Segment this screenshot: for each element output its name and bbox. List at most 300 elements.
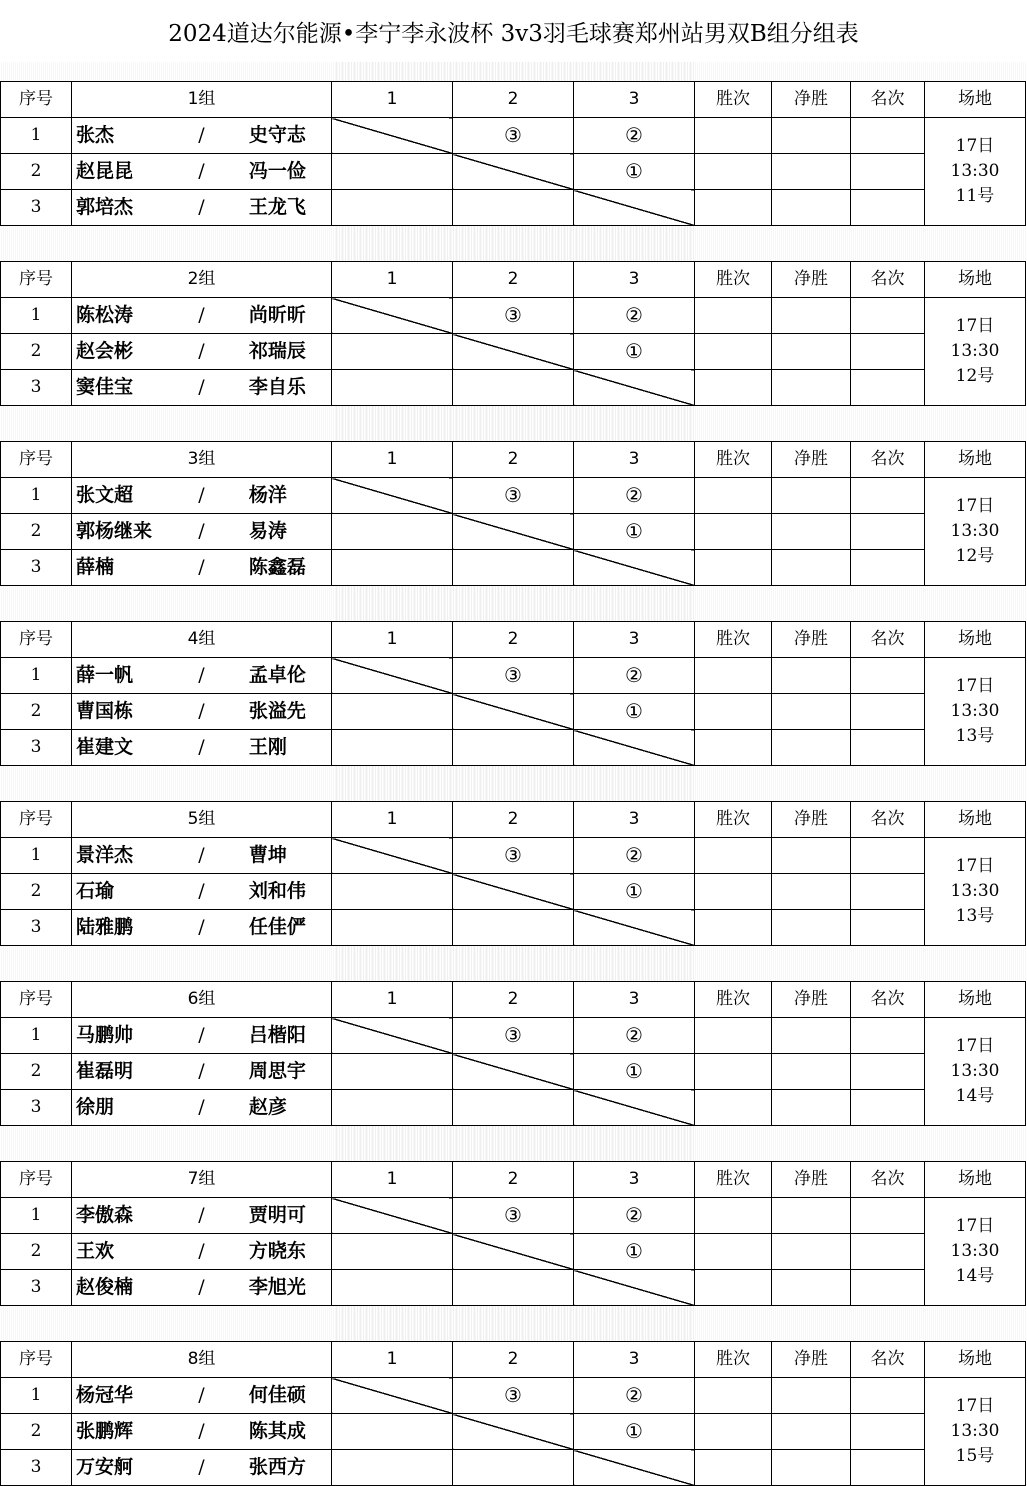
header-net: 净胜 bbox=[772, 982, 851, 1018]
player-2: 杨洋 bbox=[245, 478, 332, 514]
team-row bbox=[1, 1090, 1026, 1126]
net-cell bbox=[772, 838, 851, 874]
team-row bbox=[1, 478, 1026, 514]
net-cell bbox=[772, 190, 851, 226]
row-spacer bbox=[0, 62, 1027, 81]
header-round-2: 2 bbox=[453, 1162, 574, 1198]
player-1: 崔建文 bbox=[72, 730, 159, 766]
match-order-3: ③ bbox=[504, 1023, 522, 1047]
spacer-grid bbox=[336, 1126, 696, 1161]
match-cell bbox=[332, 910, 453, 946]
venue-time: 13:30 bbox=[950, 1061, 1000, 1081]
spacer-grid bbox=[336, 226, 696, 261]
venue-time: 13:30 bbox=[950, 881, 1000, 901]
header-rank: 名次 bbox=[851, 1162, 925, 1198]
spacer-grid bbox=[336, 1306, 696, 1341]
team-row bbox=[1, 910, 1026, 946]
header-round-2: 2 bbox=[453, 802, 574, 838]
pair-separator: / bbox=[158, 1414, 245, 1450]
header-round-2: 2 bbox=[453, 262, 574, 298]
match-order-1: ① bbox=[625, 339, 643, 363]
net-cell bbox=[772, 1414, 851, 1450]
team-index: 1 bbox=[1, 1198, 72, 1234]
header-row bbox=[1, 802, 1026, 838]
team-row bbox=[1, 1018, 1026, 1054]
player-2: 王龙飞 bbox=[245, 190, 332, 226]
header-rank: 名次 bbox=[851, 262, 925, 298]
pair-separator: / bbox=[158, 838, 245, 874]
venue-time: 13:30 bbox=[950, 521, 1000, 541]
match-cell bbox=[453, 550, 574, 586]
match-order-cell bbox=[574, 1378, 695, 1414]
header-venue: 场地 bbox=[925, 1342, 1026, 1378]
header-round-2: 2 bbox=[453, 442, 574, 478]
match-cell bbox=[453, 1270, 574, 1306]
self-match-cell bbox=[453, 334, 574, 370]
team-index: 3 bbox=[1, 910, 72, 946]
match-order-3: ③ bbox=[504, 1383, 522, 1407]
header-round-2: 2 bbox=[453, 1342, 574, 1378]
header-round-2: 2 bbox=[453, 622, 574, 658]
rank-cell bbox=[851, 370, 925, 406]
header-rank: 名次 bbox=[851, 622, 925, 658]
header-row bbox=[1, 262, 1026, 298]
team-row bbox=[1, 694, 1026, 730]
self-match-cell bbox=[332, 118, 453, 154]
player-2: 王刚 bbox=[245, 730, 332, 766]
rank-cell bbox=[851, 118, 925, 154]
player-2: 吕楷阳 bbox=[245, 1018, 332, 1054]
pair-separator: / bbox=[158, 1198, 245, 1234]
header-venue: 场地 bbox=[925, 982, 1026, 1018]
header-round-1: 1 bbox=[332, 622, 453, 658]
venue-time: 13:30 bbox=[950, 161, 1000, 181]
net-cell bbox=[772, 1198, 851, 1234]
player-2: 贾明可 bbox=[245, 1198, 332, 1234]
header-index: 序号 bbox=[1, 262, 72, 298]
team-row bbox=[1, 1054, 1026, 1090]
match-cell bbox=[332, 1090, 453, 1126]
net-cell bbox=[772, 118, 851, 154]
venue-cell bbox=[925, 1198, 1026, 1306]
net-cell bbox=[772, 1378, 851, 1414]
team-row bbox=[1, 334, 1026, 370]
self-match-cell bbox=[332, 298, 453, 334]
header-net: 净胜 bbox=[772, 802, 851, 838]
match-order-1: ① bbox=[625, 519, 643, 543]
rank-cell bbox=[851, 1234, 925, 1270]
header-index: 序号 bbox=[1, 442, 72, 478]
header-round-3: 3 bbox=[574, 442, 695, 478]
match-order-1: ① bbox=[625, 699, 643, 723]
venue-day: 17日 bbox=[955, 676, 995, 696]
header-venue: 场地 bbox=[925, 622, 1026, 658]
match-order-cell bbox=[453, 838, 574, 874]
spacer-grid bbox=[336, 406, 696, 441]
pair-separator: / bbox=[158, 1450, 245, 1486]
rank-cell bbox=[851, 874, 925, 910]
group-table-2 bbox=[0, 261, 1026, 406]
pair-separator: / bbox=[158, 1018, 245, 1054]
group-table-3 bbox=[0, 441, 1026, 586]
self-match-cell bbox=[453, 874, 574, 910]
pair-separator: / bbox=[158, 1270, 245, 1306]
match-order-cell bbox=[453, 1198, 574, 1234]
player-2: 何佳硕 bbox=[245, 1378, 332, 1414]
venue-court: 13号 bbox=[955, 726, 995, 746]
rank-cell bbox=[851, 514, 925, 550]
self-match-cell bbox=[574, 1450, 695, 1486]
pair-separator: / bbox=[158, 190, 245, 226]
team-row bbox=[1, 1234, 1026, 1270]
team-row bbox=[1, 1378, 1026, 1414]
wins-cell bbox=[695, 1018, 772, 1054]
player-1: 徐朋 bbox=[72, 1090, 159, 1126]
group-label: 2组 bbox=[72, 262, 332, 298]
team-index: 1 bbox=[1, 118, 72, 154]
net-cell bbox=[772, 1450, 851, 1486]
match-order-3: ③ bbox=[504, 483, 522, 507]
match-cell bbox=[332, 694, 453, 730]
team-index: 3 bbox=[1, 190, 72, 226]
team-row bbox=[1, 874, 1026, 910]
header-round-2: 2 bbox=[453, 82, 574, 118]
header-rank: 名次 bbox=[851, 802, 925, 838]
venue-cell bbox=[925, 658, 1026, 766]
team-index: 2 bbox=[1, 514, 72, 550]
header-row bbox=[1, 1342, 1026, 1378]
venue-court: 12号 bbox=[955, 546, 995, 566]
team-index: 3 bbox=[1, 730, 72, 766]
net-cell bbox=[772, 694, 851, 730]
team-index: 2 bbox=[1, 1054, 72, 1090]
match-cell bbox=[332, 1234, 453, 1270]
spacer-grid bbox=[336, 766, 696, 801]
match-cell bbox=[453, 190, 574, 226]
header-venue: 场地 bbox=[925, 262, 1026, 298]
rank-cell bbox=[851, 298, 925, 334]
team-index: 2 bbox=[1, 154, 72, 190]
net-cell bbox=[772, 334, 851, 370]
player-1: 陆雅鹏 bbox=[72, 910, 159, 946]
group-table-4 bbox=[0, 621, 1026, 766]
player-1: 赵会彬 bbox=[72, 334, 159, 370]
header-rank: 名次 bbox=[851, 442, 925, 478]
player-1: 杨冠华 bbox=[72, 1378, 159, 1414]
row-spacer bbox=[0, 586, 1027, 621]
header-row bbox=[1, 622, 1026, 658]
rank-cell bbox=[851, 1198, 925, 1234]
team-index: 2 bbox=[1, 874, 72, 910]
net-cell bbox=[772, 370, 851, 406]
venue-time: 13:30 bbox=[950, 701, 1000, 721]
rank-cell bbox=[851, 334, 925, 370]
match-order-1: ① bbox=[625, 879, 643, 903]
player-2: 李旭光 bbox=[245, 1270, 332, 1306]
team-index: 1 bbox=[1, 1378, 72, 1414]
player-2: 祁瑞辰 bbox=[245, 334, 332, 370]
rank-cell bbox=[851, 730, 925, 766]
player-2: 陈鑫磊 bbox=[245, 550, 332, 586]
match-cell bbox=[332, 190, 453, 226]
player-1: 曹国栋 bbox=[72, 694, 159, 730]
header-rank: 名次 bbox=[851, 82, 925, 118]
player-1: 郭培杰 bbox=[72, 190, 159, 226]
rank-cell bbox=[851, 910, 925, 946]
venue-cell bbox=[925, 298, 1026, 406]
net-cell bbox=[772, 874, 851, 910]
venue-court: 14号 bbox=[955, 1086, 995, 1106]
group-label: 7组 bbox=[72, 1162, 332, 1198]
match-order-cell bbox=[574, 838, 695, 874]
wins-cell bbox=[695, 1054, 772, 1090]
venue-cell bbox=[925, 838, 1026, 946]
match-order-2: ② bbox=[625, 303, 643, 327]
row-spacer bbox=[0, 1306, 1027, 1341]
header-row bbox=[1, 1162, 1026, 1198]
team-row bbox=[1, 1198, 1026, 1234]
match-cell bbox=[453, 910, 574, 946]
pair-separator: / bbox=[158, 730, 245, 766]
self-match-cell bbox=[574, 910, 695, 946]
pair-separator: / bbox=[158, 478, 245, 514]
header-row bbox=[1, 982, 1026, 1018]
net-cell bbox=[772, 154, 851, 190]
match-order-cell bbox=[574, 1234, 695, 1270]
player-1: 景洋杰 bbox=[72, 838, 159, 874]
spacer-grid bbox=[336, 946, 696, 981]
player-1: 万安舸 bbox=[72, 1450, 159, 1486]
team-index: 1 bbox=[1, 478, 72, 514]
header-rank: 名次 bbox=[851, 982, 925, 1018]
wins-cell bbox=[695, 658, 772, 694]
header-venue: 场地 bbox=[925, 442, 1026, 478]
wins-cell bbox=[695, 298, 772, 334]
self-match-cell bbox=[574, 730, 695, 766]
self-match-cell bbox=[332, 478, 453, 514]
player-2: 冯一俭 bbox=[245, 154, 332, 190]
self-match-cell bbox=[453, 514, 574, 550]
team-index: 3 bbox=[1, 550, 72, 586]
rank-cell bbox=[851, 154, 925, 190]
venue-day: 17日 bbox=[955, 316, 995, 336]
team-row bbox=[1, 370, 1026, 406]
match-order-cell bbox=[453, 1018, 574, 1054]
header-round-3: 3 bbox=[574, 262, 695, 298]
header-net: 净胜 bbox=[772, 442, 851, 478]
player-1: 张文超 bbox=[72, 478, 159, 514]
match-order-2: ② bbox=[625, 483, 643, 507]
match-order-cell bbox=[574, 1054, 695, 1090]
net-cell bbox=[772, 1018, 851, 1054]
team-index: 3 bbox=[1, 1090, 72, 1126]
header-round-3: 3 bbox=[574, 1162, 695, 1198]
match-order-2: ② bbox=[625, 1383, 643, 1407]
match-cell bbox=[332, 1450, 453, 1486]
match-order-2: ② bbox=[625, 1023, 643, 1047]
header-row bbox=[1, 82, 1026, 118]
match-cell bbox=[453, 1090, 574, 1126]
team-row bbox=[1, 550, 1026, 586]
self-match-cell bbox=[332, 838, 453, 874]
venue-day: 17日 bbox=[955, 1036, 995, 1056]
wins-cell bbox=[695, 334, 772, 370]
player-1: 崔磊明 bbox=[72, 1054, 159, 1090]
header-rank: 名次 bbox=[851, 1342, 925, 1378]
match-cell bbox=[332, 154, 453, 190]
player-1: 王欢 bbox=[72, 1234, 159, 1270]
pair-separator: / bbox=[158, 334, 245, 370]
match-cell bbox=[332, 370, 453, 406]
match-order-cell bbox=[574, 154, 695, 190]
rank-cell bbox=[851, 1270, 925, 1306]
self-match-cell bbox=[332, 1018, 453, 1054]
row-spacer bbox=[0, 406, 1027, 441]
player-2: 曹坤 bbox=[245, 838, 332, 874]
net-cell bbox=[772, 1234, 851, 1270]
net-cell bbox=[772, 298, 851, 334]
header-round-1: 1 bbox=[332, 802, 453, 838]
self-match-cell bbox=[332, 1198, 453, 1234]
header-wins: 胜次 bbox=[695, 622, 772, 658]
pair-separator: / bbox=[158, 658, 245, 694]
match-cell bbox=[332, 334, 453, 370]
self-match-cell bbox=[574, 1270, 695, 1306]
wins-cell bbox=[695, 1378, 772, 1414]
header-net: 净胜 bbox=[772, 262, 851, 298]
team-index: 1 bbox=[1, 1018, 72, 1054]
match-order-1: ① bbox=[625, 1419, 643, 1443]
player-1: 石瑜 bbox=[72, 874, 159, 910]
header-venue: 场地 bbox=[925, 1162, 1026, 1198]
team-index: 1 bbox=[1, 838, 72, 874]
rank-cell bbox=[851, 1378, 925, 1414]
match-order-1: ① bbox=[625, 1239, 643, 1263]
pair-separator: / bbox=[158, 298, 245, 334]
header-round-1: 1 bbox=[332, 442, 453, 478]
header-wins: 胜次 bbox=[695, 802, 772, 838]
row-spacer bbox=[0, 946, 1027, 981]
header-wins: 胜次 bbox=[695, 82, 772, 118]
match-cell bbox=[332, 550, 453, 586]
header-round-3: 3 bbox=[574, 802, 695, 838]
wins-cell bbox=[695, 370, 772, 406]
wins-cell bbox=[695, 1198, 772, 1234]
wins-cell bbox=[695, 730, 772, 766]
match-cell bbox=[332, 1054, 453, 1090]
match-cell bbox=[453, 1450, 574, 1486]
venue-cell bbox=[925, 1018, 1026, 1126]
match-cell bbox=[332, 1270, 453, 1306]
header-round-1: 1 bbox=[332, 1342, 453, 1378]
group-label: 6组 bbox=[72, 982, 332, 1018]
row-spacer bbox=[0, 766, 1027, 801]
group-label: 1组 bbox=[72, 82, 332, 118]
team-row bbox=[1, 118, 1026, 154]
rank-cell bbox=[851, 1054, 925, 1090]
header-index: 序号 bbox=[1, 802, 72, 838]
player-1: 赵昆昆 bbox=[72, 154, 159, 190]
player-2: 陈其成 bbox=[245, 1414, 332, 1450]
match-order-cell bbox=[453, 478, 574, 514]
header-net: 净胜 bbox=[772, 1162, 851, 1198]
header-round-3: 3 bbox=[574, 1342, 695, 1378]
header-wins: 胜次 bbox=[695, 442, 772, 478]
pair-separator: / bbox=[158, 118, 245, 154]
header-wins: 胜次 bbox=[695, 1342, 772, 1378]
player-1: 赵俊楠 bbox=[72, 1270, 159, 1306]
header-row bbox=[1, 442, 1026, 478]
match-order-cell bbox=[574, 298, 695, 334]
team-row bbox=[1, 298, 1026, 334]
header-net: 净胜 bbox=[772, 622, 851, 658]
team-row bbox=[1, 1450, 1026, 1486]
pair-separator: / bbox=[158, 1054, 245, 1090]
venue-court: 13号 bbox=[955, 906, 995, 926]
venue-time: 13:30 bbox=[950, 1421, 1000, 1441]
spacer-grid bbox=[336, 586, 696, 621]
header-round-3: 3 bbox=[574, 622, 695, 658]
venue-court: 15号 bbox=[955, 1446, 995, 1466]
team-index: 3 bbox=[1, 370, 72, 406]
self-match-cell bbox=[574, 370, 695, 406]
wins-cell bbox=[695, 1234, 772, 1270]
match-order-3: ③ bbox=[504, 1203, 522, 1227]
venue-cell bbox=[925, 118, 1026, 226]
net-cell bbox=[772, 658, 851, 694]
match-cell bbox=[453, 730, 574, 766]
wins-cell bbox=[695, 1090, 772, 1126]
self-match-cell bbox=[453, 1054, 574, 1090]
match-order-3: ③ bbox=[504, 843, 522, 867]
player-1: 马鹏帅 bbox=[72, 1018, 159, 1054]
player-2: 方晓东 bbox=[245, 1234, 332, 1270]
rank-cell bbox=[851, 1090, 925, 1126]
team-row bbox=[1, 1414, 1026, 1450]
player-2: 周思宇 bbox=[245, 1054, 332, 1090]
match-order-1: ① bbox=[625, 159, 643, 183]
header-round-1: 1 bbox=[332, 82, 453, 118]
wins-cell bbox=[695, 190, 772, 226]
group-table-6 bbox=[0, 981, 1026, 1126]
venue-day: 17日 bbox=[955, 136, 995, 156]
header-index: 序号 bbox=[1, 622, 72, 658]
player-1: 窦佳宝 bbox=[72, 370, 159, 406]
venue-time: 13:30 bbox=[950, 1241, 1000, 1261]
pair-separator: / bbox=[158, 514, 245, 550]
match-order-2: ② bbox=[625, 1203, 643, 1227]
header-round-2: 2 bbox=[453, 982, 574, 1018]
wins-cell bbox=[695, 838, 772, 874]
header-net: 净胜 bbox=[772, 1342, 851, 1378]
group-label: 5组 bbox=[72, 802, 332, 838]
venue-court: 14号 bbox=[955, 1266, 995, 1286]
match-order-cell bbox=[574, 1198, 695, 1234]
venue-day: 17日 bbox=[955, 856, 995, 876]
group-label: 8组 bbox=[72, 1342, 332, 1378]
player-1: 陈松涛 bbox=[72, 298, 159, 334]
header-round-3: 3 bbox=[574, 82, 695, 118]
rank-cell bbox=[851, 550, 925, 586]
self-match-cell bbox=[453, 154, 574, 190]
group-label: 3组 bbox=[72, 442, 332, 478]
match-order-cell bbox=[574, 874, 695, 910]
match-cell bbox=[332, 514, 453, 550]
match-order-2: ② bbox=[625, 663, 643, 687]
header-venue: 场地 bbox=[925, 82, 1026, 118]
wins-cell bbox=[695, 694, 772, 730]
self-match-cell bbox=[574, 550, 695, 586]
